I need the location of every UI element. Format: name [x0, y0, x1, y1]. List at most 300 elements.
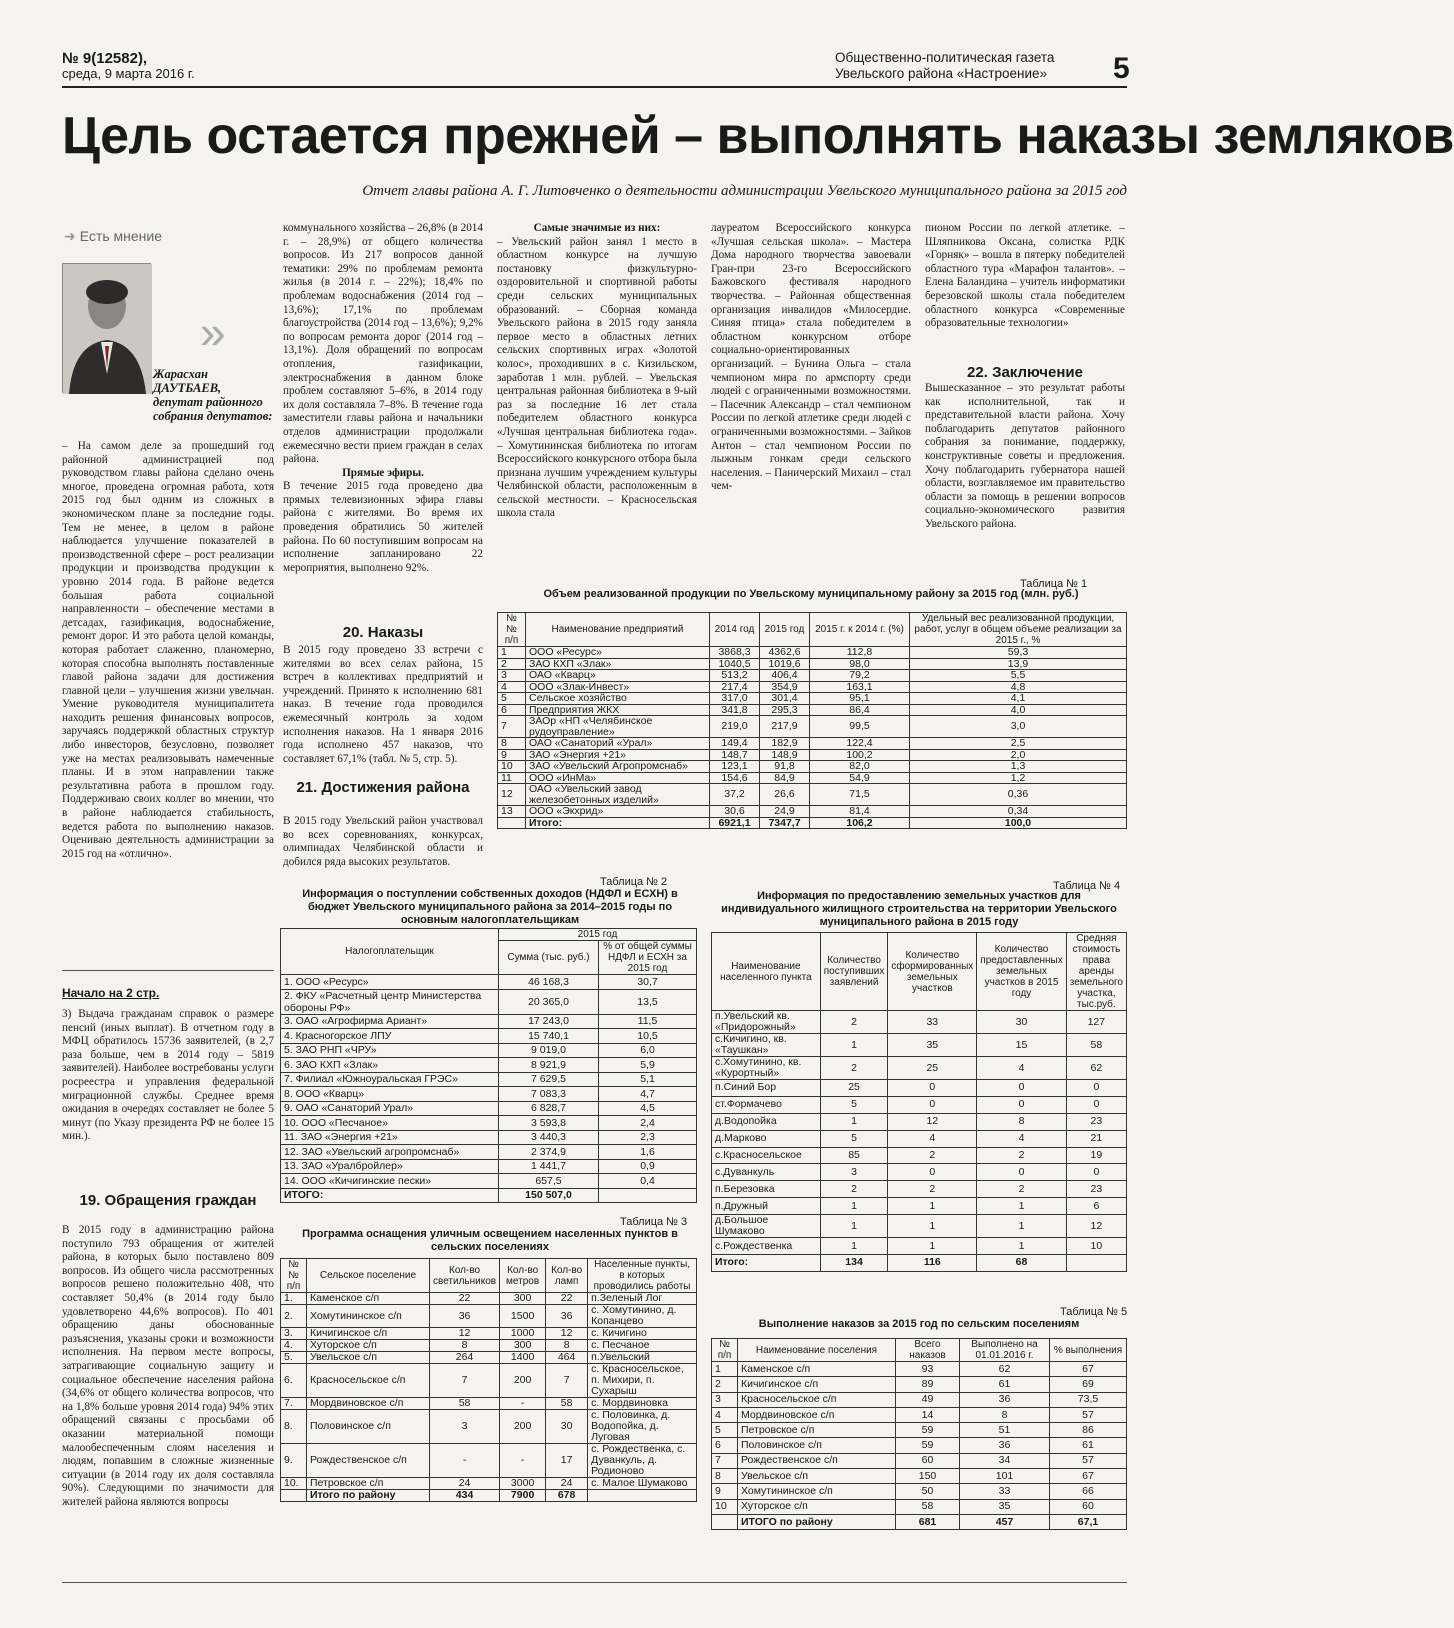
table4-cell: ст.Формачево — [712, 1096, 821, 1113]
table5-cell: Кичигинское с/п — [738, 1377, 896, 1392]
table2-header: % от общей суммы НДФЛ и ЕСХН за 2015 год — [599, 941, 697, 975]
table1-cell: 4362,6 — [760, 647, 810, 659]
table1-row — [498, 681, 1127, 693]
table5-cell: Увельское с/п — [738, 1469, 896, 1484]
table5-cell: 61 — [1050, 1438, 1127, 1453]
table1-cell: 71,5 — [810, 784, 910, 806]
table3-cell: 36 — [430, 1305, 500, 1328]
table4-header: Наименование населенного пункта — [712, 933, 821, 1011]
table3-cell: 7 — [546, 1364, 588, 1398]
table3-cell: с. Малое Шумаково — [588, 1478, 697, 1490]
table1-header: 2015 год — [760, 613, 810, 647]
table1-cell: 13 — [498, 806, 526, 818]
table1-cell: 3 — [498, 670, 526, 682]
table5-cell: Мордвиновское с/п — [738, 1407, 896, 1422]
table1-cell: 100,0 — [910, 817, 1127, 829]
table4-cell: 62 — [1066, 1057, 1126, 1080]
table1-cell: 5 — [498, 693, 526, 705]
table5-header: Всего наказов — [896, 1339, 960, 1362]
table5-cell: 61 — [960, 1377, 1050, 1392]
table1-cell: 123,1 — [710, 761, 760, 773]
table5-row — [712, 1362, 1127, 1377]
table3-cell: 30 — [546, 1410, 588, 1444]
live-broadcast-heading: Прямые эфиры. — [342, 466, 424, 479]
table2-cell: 8 921,9 — [499, 1058, 599, 1073]
table5-cell: Хомутининское с/п — [738, 1484, 896, 1499]
table3-cell: 1000 — [500, 1328, 546, 1340]
table5-cell: Каменское с/п — [738, 1362, 896, 1377]
table4-cell: 25 — [888, 1057, 977, 1080]
opinion-tag — [64, 228, 162, 245]
table1-cell: 2,5 — [910, 738, 1127, 750]
article-text-col3 — [497, 222, 697, 521]
table5-cell — [712, 1514, 738, 1529]
table1-cell: 95,1 — [810, 693, 910, 705]
table2-row — [281, 1014, 697, 1029]
article-text-col1: 3) Выдача гражданам справок о размере пенсий (иных выплат). В отчетном году в МФЦ обратилось 15736 заявителей, (в 2,7 раза больше, чем в 2014 году – 5819 заявителей). Наиболее востребованы услуги росреестра и управления федеральной миграционной службы. Среднее время ожидания в очередях составляет не более 5 минут (по Указу президента РФ не более 15 мин.). — [62, 1008, 274, 1143]
table3-cell: - — [500, 1398, 546, 1410]
table5-cell: 34 — [960, 1453, 1050, 1468]
newspaper-name-line2: Увельского района «Настроение» — [835, 66, 1048, 81]
table2-cell: 3 593,8 — [499, 1116, 599, 1131]
table1-caption: Таблица № 1 — [1020, 578, 1088, 590]
table2-header-row — [281, 929, 697, 941]
table2-row — [281, 1029, 697, 1044]
table5-cell: 4 — [712, 1407, 738, 1422]
table4-cell: 1 — [820, 1034, 888, 1057]
table4-cell: 3 — [820, 1164, 888, 1181]
table3-row — [281, 1328, 697, 1340]
table1-cell: 82,0 — [810, 761, 910, 773]
table4-cell: 127 — [1066, 1011, 1126, 1034]
table5-cell: ИТОГО по району — [738, 1514, 896, 1529]
table4-cell: п.Синий Бор — [712, 1080, 821, 1097]
table5-cell: 49 — [896, 1392, 960, 1407]
table4-cell: 12 — [1066, 1215, 1126, 1238]
table4-row — [712, 1198, 1127, 1215]
table4-cell: 23 — [1066, 1113, 1126, 1130]
table2-row — [281, 1043, 697, 1058]
table1-cell: 8 — [498, 738, 526, 750]
table1-row — [498, 647, 1127, 659]
table5-cell: 60 — [1050, 1499, 1127, 1514]
table1-cell: 86,4 — [810, 704, 910, 716]
table1-cell: 37,2 — [710, 784, 760, 806]
table5-cell: Хуторское с/п — [738, 1499, 896, 1514]
table4-row — [712, 1011, 1127, 1034]
table4-title: Информация по предоставлению земельных участков для индивидуального жилищного строительства на территории Увельского муниципального района в 2015 году — [721, 890, 1117, 928]
table3-header: Населенные пункты, в которых проводились работы — [588, 1259, 697, 1293]
table4-cell: 0 — [888, 1096, 977, 1113]
table3-cell: 200 — [500, 1364, 546, 1398]
table3-cell: 300 — [500, 1340, 546, 1352]
table5-cell: 33 — [960, 1484, 1050, 1499]
table5-cell: 101 — [960, 1469, 1050, 1484]
table3-cell: п.Зеленый Лог — [588, 1293, 697, 1305]
table1-cell: 1040,5 — [710, 658, 760, 670]
table5-row — [712, 1484, 1127, 1499]
table2-cell: 2,3 — [599, 1130, 697, 1145]
table3-cell: 12 — [430, 1328, 500, 1340]
table4-cell: 1 — [888, 1198, 977, 1215]
section-21-heading: 21. Достижения района — [296, 779, 470, 796]
table5-cell: 36 — [960, 1438, 1050, 1453]
table4-cell: 0 — [888, 1080, 977, 1097]
table5-cell: 14 — [896, 1407, 960, 1422]
table1-cell: 30,6 — [710, 806, 760, 818]
table1-row — [498, 670, 1127, 682]
table2-cell: 1 441,7 — [499, 1159, 599, 1174]
page-number: 5 — [1113, 52, 1130, 85]
table2-row — [281, 1072, 697, 1087]
table2-cell: 14. ООО «Кичигинские пески» — [281, 1174, 499, 1189]
table2-cell: 11,5 — [599, 1014, 697, 1029]
table2-cell: 2. ФКУ «Расчетный центр Министерства обороны РФ» — [281, 989, 499, 1014]
table4-cell: 2 — [820, 1181, 888, 1198]
table5-row — [712, 1377, 1127, 1392]
table3-cell: 3 — [430, 1410, 500, 1444]
opinion-text: – На самом деле за прошедший год районной администрацией под руководством главы района сделано очень многое, проведена огромная работа, хотя 2015 год был одним из сложных в экономическом плане за последние годы. Тем не менее, в целом в районе наблюдается улучшение показателей в производственной сфере – рост реализации продукции и производства продукции к уровню 2014 года. В районе ведется большая работа социальной направленности – обеспечение местами в детсадах, газификация, водоснабжение, ремонт дорог. И это работа целой команды, которая работает слаженно, планомерно, которая способна выполнять поставленные главой района задачи для достижения главной цели – улучшения жизни увельчан. Умение руководителя муниципалитета находить решения финансовых вопросов, заручаясь поддержкой областных структур либо инвесторов, безусловно, позволяет уже на местах реализовывать намеченные планы. И в этом направлении также результативна работа в прошлом году. Поддерживаю своих коллег во мнении, что в районе наблюдается стабильность, ведется работа по выполнению наказов. Оцениваю деятельность администрации за 2015 год на «отлично». — [62, 440, 274, 860]
table1-row — [498, 772, 1127, 784]
table5-row — [712, 1499, 1127, 1514]
table2-cell: 0,9 — [599, 1159, 697, 1174]
table5-cell: Петровское с/п — [738, 1423, 896, 1438]
table3-cell: с. Мордвиновка — [588, 1398, 697, 1410]
table1-cell: 7 — [498, 716, 526, 738]
table3-cell: 678 — [546, 1490, 588, 1502]
table3-cell: 4. — [281, 1340, 307, 1352]
table5-cell: 8 — [960, 1407, 1050, 1422]
table5-row — [712, 1438, 1127, 1453]
table3-cell: Кичигинское с/п — [307, 1328, 430, 1340]
table4-cell: 5 — [820, 1130, 888, 1147]
table1-cell: ЗАОр «НП «Челябинское рудоуправление» — [526, 716, 710, 738]
table4-cell: с.Хомутинино, кв. «Курортный» — [712, 1057, 821, 1080]
table3-cell: 3000 — [500, 1478, 546, 1490]
table1-cell: 3,0 — [910, 716, 1127, 738]
table2-cell: 2,4 — [599, 1116, 697, 1131]
table1-cell: 4 — [498, 681, 526, 693]
table4-row — [712, 1164, 1127, 1181]
table4-cell: 58 — [1066, 1034, 1126, 1057]
table4-row — [712, 1255, 1127, 1272]
table4-cell: 85 — [820, 1147, 888, 1164]
table4-cell: д.Марково — [712, 1130, 821, 1147]
table5-cell: 73,5 — [1050, 1392, 1127, 1407]
table5-cell: 58 — [896, 1499, 960, 1514]
table2-cell: 12. ЗАО «Увельский агропромснаб» — [281, 1145, 499, 1160]
table5-cell: Половинское с/п — [738, 1438, 896, 1453]
table4-cell: 2 — [820, 1011, 888, 1034]
table3 — [280, 1258, 697, 1502]
opinion-author: Жарасхан ДАУТБАЕВ, депутат районного собрания депутатов: — [153, 367, 273, 423]
table4-cell: 10 — [1066, 1238, 1126, 1255]
section-22-heading: 22. Заключение — [967, 364, 1083, 381]
table4-row — [712, 1057, 1127, 1080]
table3-cell: 24 — [546, 1478, 588, 1490]
table2-cell: 6. ЗАО КХП «Злак» — [281, 1058, 499, 1073]
table2-cell: 1,6 — [599, 1145, 697, 1160]
table1-row — [498, 738, 1127, 750]
table1-cell: 2,0 — [910, 749, 1127, 761]
table3-cell: Красносельское с/п — [307, 1364, 430, 1398]
table2-cell: 2 374,9 — [499, 1145, 599, 1160]
table5-row — [712, 1514, 1127, 1529]
table5-header: Наименование поселения — [738, 1339, 896, 1362]
table3-title: Программа оснащения уличным освещением населенных пунктов в сельских поселениях — [302, 1228, 678, 1253]
table4-cell: 15 — [977, 1034, 1066, 1057]
table1-cell: 1 — [498, 647, 526, 659]
table4-cell: 68 — [977, 1255, 1066, 1272]
table5-cell: 1 — [712, 1362, 738, 1377]
table3-cell: Итого по району — [307, 1490, 430, 1502]
table1-cell: ЗАО «Увельский Агропромснаб» — [526, 761, 710, 773]
table3-cell: 6. — [281, 1364, 307, 1398]
table4-header-row — [712, 933, 1127, 1011]
table5-cell: 3 — [712, 1392, 738, 1407]
table1-cell: 7347,7 — [760, 817, 810, 829]
table3-cell: 1400 — [500, 1352, 546, 1364]
table3-header: Кол-во светильников — [430, 1259, 500, 1293]
table2-row — [281, 1145, 697, 1160]
table2-row — [281, 1116, 697, 1131]
table1-cell: ОАО «Кварц» — [526, 670, 710, 682]
table2-cell: 15 740,1 — [499, 1029, 599, 1044]
table2-row — [281, 1130, 697, 1145]
table2-cell: 30,7 — [599, 975, 697, 990]
table1-row — [498, 693, 1127, 705]
article-subtitle: Отчет главы района А. Г. Литовченко о деятельности администрации Увельского муниципального района за 2015 год — [362, 183, 1127, 199]
table1-cell: 0,34 — [910, 806, 1127, 818]
table3-cell: 12 — [546, 1328, 588, 1340]
table2-cell: 9. ОАО «Санаторий Урал» — [281, 1101, 499, 1116]
table1-cell: 341,8 — [710, 704, 760, 716]
table3-cell: 7. — [281, 1398, 307, 1410]
table3-cell: - — [430, 1444, 500, 1478]
table3-cell: Половинское с/п — [307, 1410, 430, 1444]
table1-cell: 106,2 — [810, 817, 910, 829]
table3-cell: 264 — [430, 1352, 500, 1364]
table3-cell: 58 — [546, 1398, 588, 1410]
table1-cell: 13,9 — [910, 658, 1127, 670]
table2-cell: 7 629,5 — [499, 1072, 599, 1087]
table3-cell: 3. — [281, 1328, 307, 1340]
column-divider — [62, 970, 274, 971]
table1-cell: 406,4 — [760, 670, 810, 682]
table4-cell: 21 — [1066, 1130, 1126, 1147]
table4-row — [712, 1215, 1127, 1238]
table1-header: Наименование предприятий — [526, 613, 710, 647]
table4-row — [712, 1238, 1127, 1255]
table1-cell: Предприятия ЖКХ — [526, 704, 710, 716]
arrow-right-icon: ➜ — [64, 228, 76, 244]
table2-row — [281, 1087, 697, 1102]
table5-cell: 93 — [896, 1362, 960, 1377]
section-22-text: Вышесказанное – это результат работы как исполнительной, так и представительной власти района. Хочу поблагодарить депутатов районного собрания за понимание, поддержку, конструктивные советы и предложения. Хочу поблагодарить губернатора нашей области, возглавляемое им правительство области за помощь в решении вопросов социально-экономического развития Увельского района. — [925, 382, 1125, 530]
table1-cell: 112,8 — [810, 647, 910, 659]
table3-row — [281, 1410, 697, 1444]
table4-cell: 0 — [977, 1164, 1066, 1181]
table2-row — [281, 1174, 697, 1189]
table5-cell: Рождественское с/п — [738, 1453, 896, 1468]
table1-header: 2014 год — [710, 613, 760, 647]
table3-row — [281, 1305, 697, 1328]
table4 — [711, 932, 1127, 1272]
table2-cell: 8. ООО «Кварц» — [281, 1087, 499, 1102]
table4-cell: 0 — [977, 1080, 1066, 1097]
author-portrait — [62, 263, 151, 393]
table4-cell: 4 — [977, 1057, 1066, 1080]
table1-cell: 148,7 — [710, 749, 760, 761]
table4-cell: 2 — [888, 1147, 977, 1164]
table4-row — [712, 1181, 1127, 1198]
table3-cell: Рождественское с/п — [307, 1444, 430, 1478]
table1-header-row — [498, 613, 1127, 647]
table2-cell: 6 828,7 — [499, 1101, 599, 1116]
table1-cell: 3868,3 — [710, 647, 760, 659]
table3-cell: с. Половинка, д. Водопойка, д. Луговая — [588, 1410, 697, 1444]
table2-cell: 11. ЗАО «Энергия +21» — [281, 1130, 499, 1145]
table1-cell: 317,0 — [710, 693, 760, 705]
table1-row — [498, 749, 1127, 761]
table2 — [280, 928, 697, 1203]
table5-caption: Таблица № 5 — [1060, 1306, 1128, 1318]
table4-cell: 12 — [888, 1113, 977, 1130]
table4-cell: 35 — [888, 1034, 977, 1057]
table4-cell: 23 — [1066, 1181, 1126, 1198]
table1-cell: 99,5 — [810, 716, 910, 738]
table2-cell: 7. Филиал «Южноуральская ГРЭС» — [281, 1072, 499, 1087]
table3-cell: 7900 — [500, 1490, 546, 1502]
table2-row — [281, 975, 697, 990]
table5-row — [712, 1469, 1127, 1484]
table2-caption: Таблица № 2 — [600, 876, 668, 888]
live-broadcast-text: В течение 2015 года проведено два прямых телевизионных эфира главы района с жителями. Во время их проведения обратились 50 жителей района. По 60 поступившим вопросам на исполнение запланировано 22 мероприятия, выполнено 92%. — [283, 480, 483, 574]
table2-cell: 13. ЗАО «Уралбройлер» — [281, 1159, 499, 1174]
table2-row — [281, 1058, 697, 1073]
table1-cell: 182,9 — [760, 738, 810, 750]
table1-cell: 217,9 — [760, 716, 810, 738]
table1-cell: 11 — [498, 772, 526, 784]
table1-row — [498, 704, 1127, 716]
header-divider — [62, 86, 1127, 88]
table4-header: Количество поступивших заявлений — [820, 933, 888, 1011]
table4-cell: 4 — [888, 1130, 977, 1147]
table3-cell: Увельское с/п — [307, 1352, 430, 1364]
table5-cell: 66 — [1050, 1484, 1127, 1499]
issue-date: среда, 9 марта 2016 г. — [62, 66, 195, 81]
table1-header: Удельный вес реализованной продукции, работ, услуг в общем объеме реализации за 2015 г., % — [910, 613, 1127, 647]
table1-cell: 217,4 — [710, 681, 760, 693]
article-text-col4: лауреатом Всероссийского конкурса «Лучшая сельская школа». – Мастера Дома народного творчества завоевали Гран-при 23-го Всероссийского Бажовского фестиваля народного творчества. – Районная общественная организация инвалидов «Милосердие. Синяя птица» стала победителем в областном конкурсном отборе социально-ориентированных организаций. – Бунина Ольга – стала чемпионом мира по армспорту среди людей с ограниченными возможностями. – Пасечник Александр – стал чемпионом России по легкой атлетике среди людей с ограниченными возможностями. – Зайков Антон – стал чемпионом России по лыжным гонкам среди сельского населения. – Паничерский Михаил – стал чем- — [711, 222, 911, 493]
table3-cell: 8 — [546, 1340, 588, 1352]
table4-cell: 0 — [1066, 1164, 1126, 1181]
table1-cell: 24,9 — [760, 806, 810, 818]
table3-cell: с. Кичигино — [588, 1328, 697, 1340]
table4-cell: 134 — [820, 1255, 888, 1272]
table4-cell: 0 — [1066, 1080, 1126, 1097]
table5-cell: 67,1 — [1050, 1514, 1127, 1529]
table2-cell: 10,5 — [599, 1029, 697, 1044]
table5-cell: 36 — [960, 1392, 1050, 1407]
table4-cell: д.Большое Шумаково — [712, 1215, 821, 1238]
article-title: Цель остается прежней – выполнять наказы земляков — [62, 107, 1454, 165]
table5-cell: 8 — [712, 1469, 738, 1484]
table5-cell: 59 — [896, 1423, 960, 1438]
table3-cell: 10. — [281, 1478, 307, 1490]
table4-cell: 1 — [977, 1215, 1066, 1238]
table4-cell: п.Увельский кв. «Придорожный» — [712, 1011, 821, 1034]
table4-cell: 6 — [1066, 1198, 1126, 1215]
table1-cell: 10 — [498, 761, 526, 773]
table5-cell: 62 — [960, 1362, 1050, 1377]
table2-header: Налогоплательщик — [281, 929, 499, 975]
table5-cell: 86 — [1050, 1423, 1127, 1438]
table2-cell: 6,0 — [599, 1043, 697, 1058]
table3-row — [281, 1364, 697, 1398]
table2-cell: 1. ООО «Ресурс» — [281, 975, 499, 990]
table1-cell: ОАО «Увельский завод железобетонных изделий» — [526, 784, 710, 806]
table2-cell: 4,5 — [599, 1101, 697, 1116]
table4-cell: 2 — [977, 1181, 1066, 1198]
table3-cell: с. Красносельское, п. Михири, п. Сухарыш — [588, 1364, 697, 1398]
table4-cell: 1 — [977, 1198, 1066, 1215]
table3-row — [281, 1352, 697, 1364]
table5-cell: 2 — [712, 1377, 738, 1392]
table5-cell: 67 — [1050, 1469, 1127, 1484]
table1-row — [498, 817, 1127, 829]
table3-cell: Петровское с/п — [307, 1478, 430, 1490]
table3-cell: Хомутининское с/п — [307, 1305, 430, 1328]
table2-cell: 5,9 — [599, 1058, 697, 1073]
table1-cell: 4,8 — [910, 681, 1127, 693]
table5-cell: Красносельское с/п — [738, 1392, 896, 1407]
table1-cell: 148,9 — [760, 749, 810, 761]
table1-cell: ООО «Злак-Инвест» — [526, 681, 710, 693]
table4-cell: д.Водопойка — [712, 1113, 821, 1130]
table5-cell: 59 — [896, 1438, 960, 1453]
table5-cell: 51 — [960, 1423, 1050, 1438]
table4-cell: 1 — [820, 1215, 888, 1238]
table5-cell: 457 — [960, 1514, 1050, 1529]
table3-cell: 9. — [281, 1444, 307, 1478]
table1-title: Объем реализованной продукции по Увельскому муниципальному району за 2015 год (млн. руб.) — [543, 588, 1079, 600]
table5-cell: 10 — [712, 1499, 738, 1514]
table4-cell: 1 — [820, 1113, 888, 1130]
table3-cell: п.Увельский — [588, 1352, 697, 1364]
table2-cell: 5. ЗАО РНП «ЧРУ» — [281, 1043, 499, 1058]
table1-row — [498, 761, 1127, 773]
table1-cell: 163,1 — [810, 681, 910, 693]
portrait-image — [63, 264, 152, 394]
table3-header: Кол-во ламп — [546, 1259, 588, 1293]
table3-row — [281, 1444, 697, 1478]
table1-cell: 81,4 — [810, 806, 910, 818]
col2-text: коммунального хозяйства – 26,8% (в 2014 г. – 28,9%) от общего количества вопросов. Из 217 вопросов данной тематики: 29% по проблемам ремонта жилья (в 2014 г. – 22%); 18,4% по проблемам водоснабжения (2014 год – 13,6%); 17,1% по проблемам благоустройства (2014 год – 13,6%); 9,2% по вопросам ремонта дорог (2014 год – 13,1%). Доля обращений по вопросам отопления, газификации, электроснабжения в данном блоке проблем составляют 5–6%, в 2014 году их доля составляла 7–8%. В течение года заместители главы района и начальники отделов администрации продолжали ежемесячно вести прием граждан в селах района. — [283, 222, 483, 466]
table1-cell: ЗАО «Энергия +21» — [526, 749, 710, 761]
table1-cell: 5,5 — [910, 670, 1127, 682]
table2-cell: 20 365,0 — [499, 989, 599, 1014]
table3-cell: 1. — [281, 1293, 307, 1305]
table4-cell: 1 — [820, 1238, 888, 1255]
table4-cell: 30 — [977, 1011, 1066, 1034]
table1-cell: ООО «Ресурс» — [526, 647, 710, 659]
table4-cell: 2 — [888, 1181, 977, 1198]
table3-cell: 36 — [546, 1305, 588, 1328]
table4-header: Количество предоставленных земельных участков в 2015 году — [977, 933, 1066, 1011]
table1-cell: 354,9 — [760, 681, 810, 693]
table3-caption: Таблица № 3 — [620, 1216, 688, 1228]
